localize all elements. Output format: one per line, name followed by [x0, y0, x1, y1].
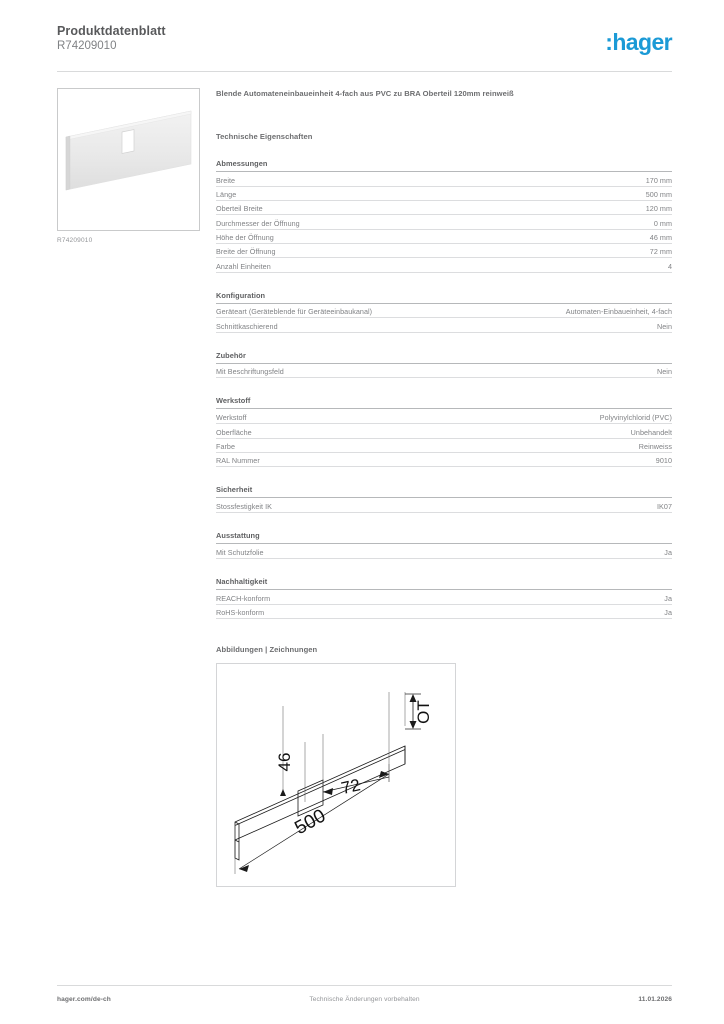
- spec-value: 4: [480, 258, 672, 272]
- spec-label: Werkstoff: [216, 409, 480, 423]
- spec-label: Anzahl Einheiten: [216, 258, 480, 272]
- arrow-head: [280, 789, 286, 796]
- spec-label: Breite: [216, 172, 480, 186]
- table-row: [216, 544, 672, 558]
- product-image-caption: R74209010: [57, 237, 93, 244]
- spec-label: Breite der Öffnung: [216, 243, 480, 257]
- spec-value: 120 mm: [480, 201, 672, 215]
- table-row: [216, 172, 672, 186]
- spec-value: IK07: [480, 498, 672, 512]
- hager-logo: :hager: [605, 29, 672, 55]
- table-row: [216, 498, 672, 512]
- spec-group-sicherheit: [216, 485, 672, 513]
- spec-value: 170 mm: [480, 172, 672, 186]
- spec-group-konfiguration: [216, 291, 672, 333]
- footer-website[interactable]: hager.com/de-ch: [57, 996, 111, 1003]
- spec-label: Oberteil Breite: [216, 201, 480, 215]
- dimension-label-top-part: OT: [414, 700, 433, 724]
- header-divider: [57, 71, 672, 72]
- page-header: [57, 24, 672, 68]
- table-row: [216, 243, 672, 257]
- spec-label: Farbe: [216, 438, 480, 452]
- spec-table: [216, 364, 672, 379]
- product-image-frame: [57, 88, 200, 231]
- spec-table: [216, 544, 672, 559]
- spec-value: 46 mm: [480, 229, 672, 243]
- spec-label: Mit Beschriftungsfeld: [216, 364, 480, 378]
- spec-group-abmessungen: [216, 159, 672, 273]
- spec-table: [216, 590, 672, 619]
- table-row: [216, 318, 672, 332]
- spec-value: 72 mm: [480, 243, 672, 257]
- table-row: [216, 409, 672, 423]
- spec-label: Geräteart (Geräteblende für Geräteeinbaukanal): [216, 304, 480, 318]
- product-photo-panel: [58, 89, 199, 230]
- spec-label: RAL Nummer: [216, 452, 480, 466]
- spec-table: [216, 409, 672, 467]
- product-image-block: [57, 88, 202, 244]
- table-row: [216, 201, 672, 215]
- arrow-head: [323, 788, 333, 795]
- page-title: Produktdatenblatt: [57, 24, 166, 38]
- technical-drawing-frame: [216, 663, 456, 887]
- table-row: [216, 452, 672, 466]
- spec-group-zubehoer: [216, 351, 672, 379]
- spec-value: Ja: [480, 544, 672, 558]
- technical-properties-heading: Technische Eigenschaften: [216, 132, 313, 141]
- product-description: Blende Automateneinbaueinheit 4-fach aus PVC zu BRA Oberteil 120mm reinweiß: [216, 89, 514, 98]
- page-footer: [57, 996, 672, 1008]
- spec-label: Höhe der Öffnung: [216, 229, 480, 243]
- main-content: [216, 88, 672, 887]
- spec-group-title: Werkstoff: [216, 396, 672, 409]
- spec-label: Oberfläche: [216, 424, 480, 438]
- spec-group-title: Abmessungen: [216, 159, 672, 172]
- spec-value: Ja: [480, 604, 672, 618]
- table-row: [216, 229, 672, 243]
- spec-label: Stossfestigkeit IK: [216, 498, 480, 512]
- table-row: [216, 258, 672, 272]
- spec-label: Schnittkaschierend: [216, 318, 480, 332]
- technical-drawing: [217, 664, 455, 886]
- drawings-heading: Abbildungen | Zeichnungen: [216, 644, 318, 654]
- table-row: [216, 590, 672, 604]
- spec-group-title: Zubehör: [216, 351, 672, 364]
- spec-value: Polyvinylchlorid (PVC): [480, 409, 672, 423]
- spec-value: Nein: [480, 364, 672, 378]
- spec-group-werkstoff: [216, 396, 672, 467]
- table-row: [216, 304, 672, 318]
- spec-value: Nein: [480, 318, 672, 332]
- table-row: [216, 604, 672, 618]
- dimension-label-length: 500: [291, 805, 330, 839]
- spec-value: Reinweiss: [480, 438, 672, 452]
- spec-group-title: Konfiguration: [216, 291, 672, 304]
- spec-group-nachhaltigkeit: [216, 577, 672, 619]
- spec-table: [216, 498, 672, 513]
- dimension-label-opening-height: 46: [275, 752, 294, 772]
- spec-group-title: Nachhaltigkeit: [216, 577, 672, 590]
- table-row: [216, 364, 672, 378]
- spec-value: Automaten-Einbaueinheit, 4-fach: [480, 304, 672, 318]
- spec-label: Länge: [216, 186, 480, 200]
- spec-value: 9010: [480, 452, 672, 466]
- spec-value: 0 mm: [480, 215, 672, 229]
- document-reference: R74209010: [57, 40, 117, 52]
- spec-value: Unbehandelt: [480, 424, 672, 438]
- spec-label: RoHS-konform: [216, 604, 480, 618]
- table-row: [216, 215, 672, 229]
- spec-group-title: Sicherheit: [216, 485, 672, 498]
- footer-divider: [57, 985, 672, 986]
- spec-group-title: Ausstattung: [216, 531, 672, 544]
- spec-table: [216, 304, 672, 333]
- footer-date: 11.01.2026: [638, 996, 672, 1003]
- table-row: [216, 424, 672, 438]
- spec-label: Durchmesser der Öffnung: [216, 215, 480, 229]
- spec-value: Ja: [480, 590, 672, 604]
- spec-label: Mit Schutzfolie: [216, 544, 480, 558]
- spec-table: [216, 172, 672, 273]
- footer-disclaimer: Technische Änderungen vorbehalten: [309, 996, 420, 1003]
- dimension-label-opening-width: 72: [339, 775, 363, 798]
- table-row: [216, 186, 672, 200]
- spec-value: 500 mm: [480, 186, 672, 200]
- spec-group-ausstattung: [216, 531, 672, 559]
- spec-label: REACH-konform: [216, 590, 480, 604]
- table-row: [216, 438, 672, 452]
